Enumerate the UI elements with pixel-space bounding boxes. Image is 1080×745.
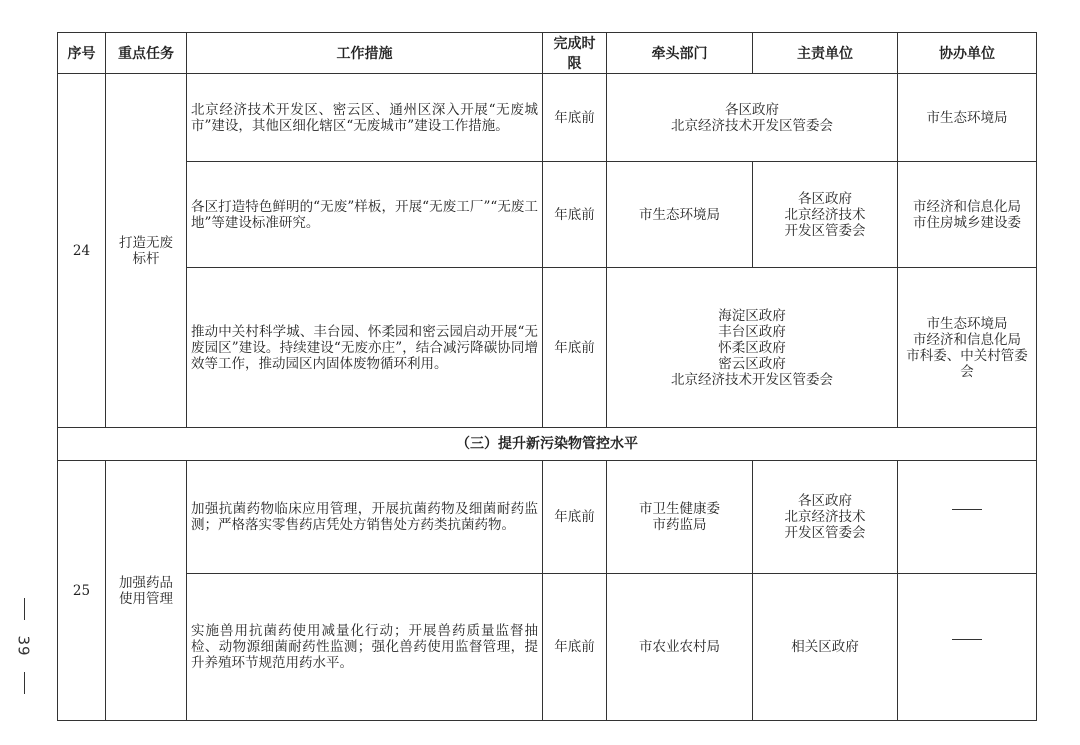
section-row [58, 428, 1037, 461]
deadline: 年底前 [543, 574, 607, 721]
measure-text: 加强抗菌药物临床应用管理，开展抗菌药物及细菌耐药监测；严格落实零售药店凭处方销售处方药类抗菌药物。 [187, 461, 543, 574]
page-number [16, 598, 32, 694]
header-main: 主责单位 [753, 33, 898, 74]
header-row [58, 33, 1037, 74]
assist-unit: 市经济和信息化局 市住房城乡建设委 [898, 162, 1037, 268]
header-task: 重点任务 [106, 33, 187, 74]
deadline: 年底前 [543, 461, 607, 574]
main-unit: 相关区政府 [753, 574, 898, 721]
table-row [58, 268, 1037, 428]
page-number-bar [24, 598, 25, 620]
dash-placeholder [952, 639, 982, 656]
lead-department: 市农业农村局 [607, 574, 753, 721]
assist-unit [898, 574, 1037, 721]
task-table [57, 32, 1037, 721]
measure-text: 实施兽用抗菌药使用减量化行动；开展兽药质量监督抽检、动物源细菌耐药性监测；强化兽药使用监督管理，提升养殖环节规范用药水平。 [187, 574, 543, 721]
lead-and-main-unit: 海淀区政府 丰台区政府 怀柔区政府 密云区政府 北京经济技术开发区管委会 [607, 268, 898, 428]
table-row [58, 574, 1037, 721]
header-no: 序号 [58, 33, 106, 74]
deadline: 年底前 [543, 74, 607, 162]
measure-text: 各区打造特色鲜明的“无废”样板，开展“无废工厂”“无废工地”等建设标准研究。 [187, 162, 543, 268]
page-number-bar [24, 672, 25, 694]
lead-department: 市生态环境局 [607, 162, 753, 268]
task-name: 打造无废 标杆 [106, 74, 187, 428]
page-number-text: 39 [15, 635, 33, 657]
assist-unit: 市生态环境局 市经济和信息化局 市科委、中关村管委会 [898, 268, 1037, 428]
measure-text: 推动中关村科学城、丰台园、怀柔园和密云园启动开展“无废园区”建设。持续建设“无废亦庄”，结合减污降碳协同增效等工作，推动园区内固体废物循环利用。 [187, 268, 543, 428]
main-unit: 各区政府 北京经济技术 开发区管委会 [753, 162, 898, 268]
header-measure: 工作措施 [187, 33, 543, 74]
assist-unit: 市生态环境局 [898, 74, 1037, 162]
table-row [58, 461, 1037, 574]
header-assist: 协办单位 [898, 33, 1037, 74]
deadline: 年底前 [543, 162, 607, 268]
measure-text: 北京经济技术开发区、密云区、通州区深入开展“无废城市”建设，其他区细化辖区“无废城市”建设工作措施。 [187, 74, 543, 162]
task-number: 25 [58, 461, 106, 721]
task-name: 加强药品 使用管理 [106, 461, 187, 721]
main-unit: 各区政府 北京经济技术 开发区管委会 [753, 461, 898, 574]
header-deadline: 完成时限 [543, 33, 607, 74]
task-number: 24 [58, 74, 106, 428]
header-lead: 牵头部门 [607, 33, 753, 74]
dash-placeholder [952, 509, 982, 526]
assist-unit [898, 461, 1037, 574]
table-row [58, 74, 1037, 162]
lead-and-main-unit: 各区政府 北京经济技术开发区管委会 [607, 74, 898, 162]
section-title: （三）提升新污染物管控水平 [58, 428, 1037, 461]
deadline: 年底前 [543, 268, 607, 428]
table-row [58, 162, 1037, 268]
lead-department: 市卫生健康委 市药监局 [607, 461, 753, 574]
